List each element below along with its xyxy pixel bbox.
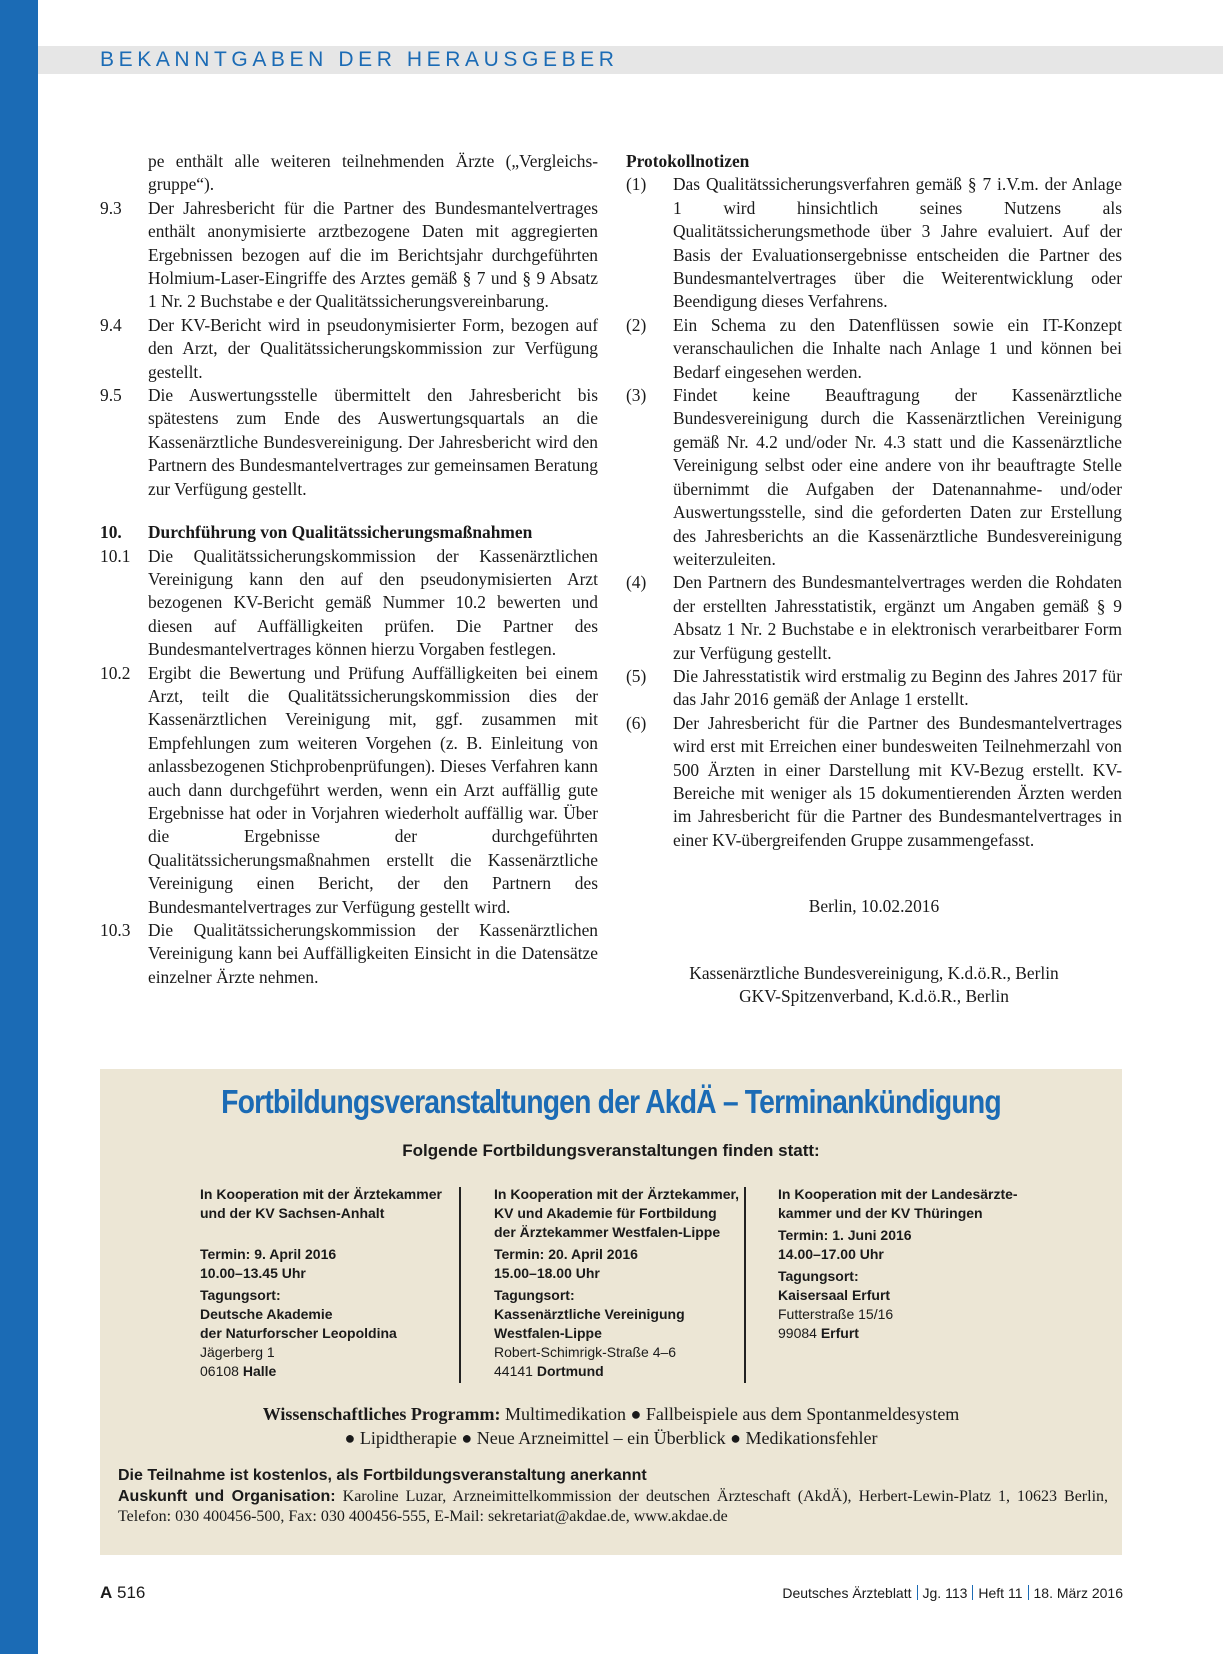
protocol-note-6	[626, 712, 1122, 852]
list-item-9-5	[100, 384, 598, 501]
protocol-note-1	[626, 173, 1122, 313]
item-number: 9.3	[100, 197, 122, 218]
signature-org-gkv: GKV-Spitzenverband, K.d.ö.R., Berlin	[739, 986, 1009, 1006]
event-time: 14.00–17.00 Uhr	[778, 1246, 884, 1262]
event-street: Jägerberg 1	[200, 1344, 275, 1360]
scientific-program	[100, 1402, 1122, 1450]
event-city: Dortmund	[536, 1363, 604, 1379]
signature-organizations	[626, 962, 1122, 1009]
journal-date: 18. März 2016	[1033, 1585, 1123, 1601]
item-text: Der KV-Bericht wird in pseudonymisierter Form, bezogen auf den Arzt, der Qualitätssicherungskommission zur Verfügung gestellt.	[148, 314, 598, 382]
note-text: Den Partnern des Bundesmantelvertrages werden die Rohdaten der erstellten Jahresstatistik, ergänzt um Angaben gemäß § 9 Absatz 1 Nr. 2 Buchstabe e in elektronisch verarbeitbarer Form zur Verfügung gestellt.	[673, 572, 1122, 663]
list-item-9-4	[100, 314, 598, 384]
protocol-note-2	[626, 314, 1122, 384]
item-number: 10.2	[100, 662, 131, 683]
event-venue: Kassenärztliche Vereinigung	[494, 1306, 685, 1322]
event-time: 10.00–13.45 Uhr	[200, 1265, 306, 1281]
event-city-line	[778, 1324, 1038, 1343]
signature-date: Berlin, 10.02.2016	[808, 896, 940, 917]
event-street: Robert-Schimrigk-Straße 4–6	[494, 1344, 677, 1360]
section-header-title: BEKANNTGABEN DER HERAUSGEBER	[100, 48, 619, 71]
akdae-announcement-box	[100, 1069, 1122, 1555]
event-venue-label: Tagungsort:	[494, 1287, 575, 1303]
publication-info	[782, 1585, 1123, 1601]
event-cooperation: und der KV Sachsen-Anhalt	[200, 1205, 385, 1221]
section-heading-10	[100, 521, 598, 544]
item-number: 10.1	[100, 545, 131, 566]
note-number: (4)	[626, 572, 647, 593]
event-city: Halle	[242, 1363, 277, 1379]
event-cooperation: In Kooperation mit der Ärztekammer	[200, 1186, 442, 1202]
note-number: (5)	[626, 665, 647, 686]
item-text: Die Qualitätssicherungskommission der Kassenärztlichen Vereinigung kann bei Auffälligkeiten Einsicht in die Datensätze einzelner Ärzte nehmen.	[148, 920, 598, 987]
section-number: 10.	[100, 522, 122, 543]
protocol-note-5	[626, 665, 1122, 712]
event-card-erfurt	[778, 1185, 1038, 1343]
note-number: (6)	[626, 712, 647, 733]
event-date: Termin: 20. April 2016	[494, 1246, 638, 1262]
right-column	[626, 150, 1122, 1008]
event-venue: Deutsche Akademie	[200, 1306, 333, 1322]
program-label: Wissenschaftliches Programm:	[262, 1404, 501, 1424]
list-item-10-3	[100, 919, 598, 989]
section-title: Durchführung von Qualitätssicherungsmaßnahmen	[148, 522, 533, 543]
program-topics-line1: Multimedikation ● Fallbeispiele aus dem Spontanmeldesystem	[505, 1404, 960, 1424]
item-number: 9.4	[100, 314, 122, 335]
item-number: 10.3	[100, 920, 131, 940]
program-topics-line2: ● Lipidtherapie ● Neue Arzneimittel – ein Überblick ● Medikationsfehler	[344, 1428, 878, 1448]
note-text: Findet keine Beauftragung der Kassenärztliche Bundesvereinigung durch die Kassenärztlichen Vereinigung gemäß Nr. 4.2 und/oder Nr. 4.3 statt und die Kassenärztliche Vereinigung selbst oder eine andere von ihr beauftragte Stelle übernimmt die Aufgaben der Datenannahme- und/oder Auswertungsstelle, sind die geforderten Daten zur Erstellung des Jahresberichts an die Kassenärztliche Bundesvereinigung weiterzuleiten.	[673, 385, 1122, 569]
event-venue-label: Tagungsort:	[778, 1268, 859, 1284]
item-number: 9.5	[100, 385, 122, 406]
event-cooperation: KV und Akademie für Fortbildung	[494, 1205, 717, 1221]
journal-issue: Heft 11	[978, 1585, 1023, 1601]
note-text: Ein Schema zu den Datenflüssen sowie ein IT-Konzept veranschaulichen die Inhalte nach Anlage 1 und können bei Bedarf eingesehen werden.	[673, 314, 1122, 382]
event-time: 15.00–18.00 Uhr	[494, 1265, 600, 1281]
event-zip: 99084	[778, 1325, 817, 1341]
footer-separator	[1028, 1585, 1029, 1600]
protocol-notes-title: Protokollnotizen	[626, 151, 750, 171]
event-divider	[744, 1187, 746, 1383]
continuation-text: pe enthält alle weiteren teilnehmenden Ärzte („Vergleichs-gruppe“).	[148, 151, 598, 195]
event-city: Erfurt	[820, 1325, 859, 1341]
event-zip: 44141	[494, 1363, 533, 1379]
note-number: (3)	[626, 385, 647, 406]
contact-label: Auskunft und Organisation:	[118, 1488, 336, 1505]
event-venue: Westfalen-Lippe	[494, 1325, 602, 1341]
announcement-subtitle: Folgende Fortbildungsveranstaltungen finden statt:	[402, 1141, 820, 1160]
item-text: Die Auswertungsstelle übermittelt den Jahresbericht bis spätestens zum Ende des Auswertungsquartals an die Kassenärztliche Bundesvereinigung. Der Jahresbericht wird den Partnern des Bundesmantelvertrages zur gemeinsamen Beratung zur Verfügung gestellt.	[148, 385, 598, 499]
event-card-dortmund	[494, 1185, 754, 1381]
event-divider	[459, 1187, 461, 1383]
participation-note: Die Teilnahme ist kostenlos, als Fortbildungsveranstaltung anerkannt	[118, 1467, 647, 1484]
signature-org-kbv: Kassenärztliche Bundesvereinigung, K.d.ö.R., Berlin	[689, 962, 1059, 983]
item-text: Ergibt die Bewertung und Prüfung Auffälligkeiten bei einem Arzt, teilt die Qualitätssicherungskommission dies der Kassenärztlichen Vereinigung mit, ggf. zusammen mit Empfehlungen zum weiteren Vorgehen (z. B. Einleitung von anlassbezogenen Stichprobenprüfungen). Dieses Verfahren kann auch dann durchgeführt werden, wenn ein Arzt auffällig gute Ergebnisse hat oder in Vorjahren wiederholt auffällig war. Über die Ergebnisse der durchgeführten Qualitätssicherungsmaßnahmen erstellt die Kassenärztliche Vereinigung einen Bericht, der den Partnern des Bundesmantelvertrages zur Verfügung gestellt wird.	[148, 662, 598, 917]
footer-separator	[972, 1585, 973, 1600]
event-venue: Kaisersaal Erfurt	[778, 1287, 891, 1303]
event-date: Termin: 9. April 2016	[200, 1246, 337, 1262]
protocol-note-3	[626, 384, 1122, 571]
announcement-title: Fortbildungsveranstaltungen der AkdÄ – Terminankündigung	[221, 1083, 1001, 1120]
event-city-line	[200, 1362, 460, 1381]
note-text: Der Jahresbericht für die Partner des Bundesmantelvertrages wird erst mit Erreichen einer bundesweiten Teilnehmerzahl von 500 Ärzten in einer Darstellung mit KV-Bezug erstellt. KV-Bereiche mit weniger als 15 dokumentierenden Ärzten werden im Jahresbericht für die Partner des Bundesmantelvertrages in einer KV-übergreifenden Gruppe zusammengefasst.	[673, 712, 1122, 850]
event-cooperation: der Ärztekammer Westfalen-Lippe	[494, 1224, 721, 1240]
journal-name: Deutsches Ärzteblatt	[782, 1585, 912, 1601]
list-item-9-3	[100, 197, 598, 314]
event-venue: der Naturforscher Leopoldina	[200, 1325, 397, 1341]
event-venue-label: Tagungsort:	[200, 1287, 281, 1303]
contact-text: Karoline Luzar, Arzneimittelkommission der deutschen Ärzteschaft (AkdÄ), Herbert-Lewin-Platz 1, 10623 Berlin, Telefon: 030 400456-500, Fax: 030 400456-555, E-Mail: sekretariat@akdae.de, www.akdae.de	[118, 1488, 1109, 1525]
item-text: Der Jahresbericht für die Partner des Bundesmantelvertrages enthält anonymisierte arztbezogene Daten mit aggregierten Ergebnissen bezogen auf die im Berichtsjahr durchgeführten Holmium-Laser-Eingriffe des Arztes gemäß § 7 und § 9 Absatz 1 Nr. 2 Buchstabe e der Qualitätssicherungsvereinbarung.	[148, 197, 598, 312]
page-number-value: 516	[117, 1583, 146, 1602]
page-number	[100, 1583, 145, 1603]
item-text: Die Qualitätssicherungskommission der Kassenärztlichen Vereinigung kann den auf den pseudonymisierten Arzt bezogenen KV-Bericht gemäß Nummer 10.2 bewerten und diesen auf Auffälligkeiten prüfen. Die Partner des Bundesmantelvertrages können hierzu Vorgaben festlegen.	[148, 545, 598, 660]
footer-separator	[917, 1585, 918, 1600]
note-number: (2)	[626, 314, 647, 335]
event-zip: 06108	[200, 1363, 239, 1379]
event-street: Futterstraße 15/16	[778, 1306, 894, 1322]
list-item-10-1	[100, 545, 598, 662]
note-text: Das Qualitätssicherungsverfahren gemäß § 7 i.V.m. der Anlage 1 wird hinsichtlich seines Nutzens als Qualitätssicherungsmethode über 3 Jahre evaluiert. Auf der Basis der Evaluationsergebnisse entscheiden die Partner des Bundesmantelvertrages über die Weiterentwicklung oder Beendigung dieses Verfahrens.	[673, 174, 1122, 312]
event-cooperation: kammer und der KV Thüringen	[778, 1205, 983, 1221]
left-column	[100, 150, 598, 989]
contact-info	[118, 1487, 1108, 1527]
journal-volume: Jg. 113	[922, 1585, 968, 1601]
event-city-line	[494, 1362, 754, 1381]
protocol-note-4	[626, 571, 1122, 665]
side-accent-bar	[0, 0, 38, 1654]
note-text: Die Jahresstatistik wird erstmalig zu Beginn des Jahres 2017 für das Jahr 2016 gemäß der Anlage 1 erstellt.	[673, 665, 1122, 710]
page-prefix: A	[100, 1583, 113, 1602]
note-number: (1)	[626, 174, 647, 195]
event-card-halle	[200, 1185, 460, 1381]
event-date: Termin: 1. Juni 2016	[778, 1227, 912, 1243]
list-item-10-2	[100, 662, 598, 919]
event-cooperation: In Kooperation mit der Ärztekammer,	[494, 1186, 740, 1202]
event-cooperation: In Kooperation mit der Landesärzte-	[778, 1186, 1018, 1202]
